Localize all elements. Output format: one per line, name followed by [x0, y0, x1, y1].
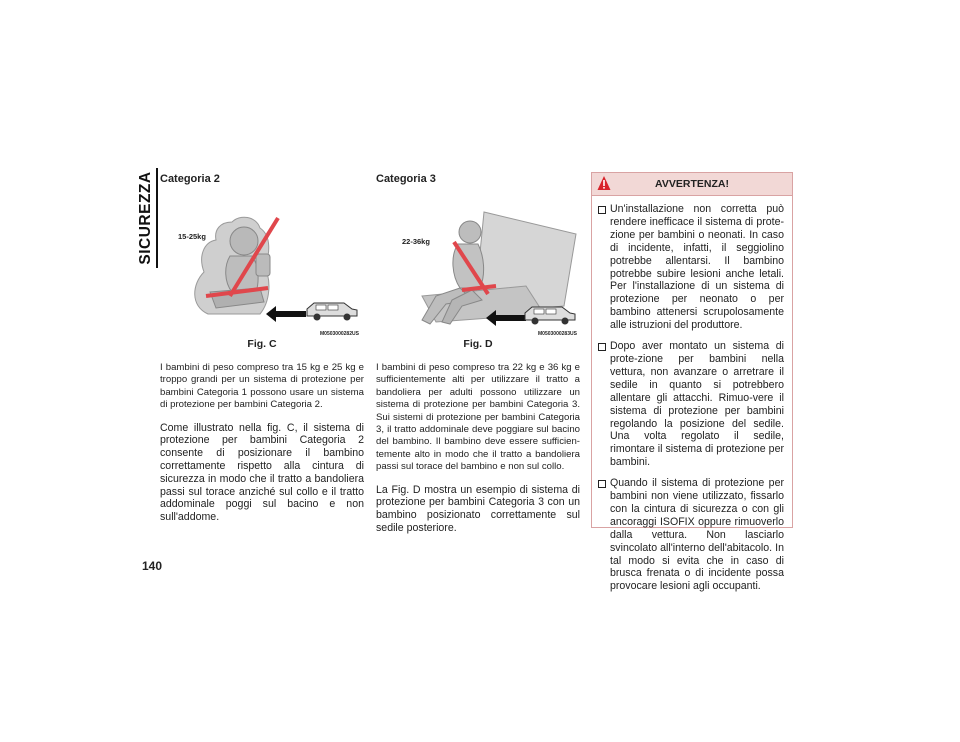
- warning-item: [598, 477, 784, 593]
- image-code: M0503000282US: [320, 331, 359, 337]
- weight-label: 22-36kg: [402, 237, 430, 246]
- warning-title: AVVERTENZA!: [655, 178, 729, 190]
- arrow-left-icon: [486, 310, 526, 326]
- paragraph: La Fig. D mostra un esempio di sistema di protezione per bambini Categoria 3 con un bambino posizionato correttamente sul sedile posteriore.: [376, 483, 580, 535]
- warning-item: [598, 340, 784, 469]
- column-categoria-3: [376, 173, 580, 535]
- figure-d: [376, 196, 580, 336]
- square-bullet-icon: [598, 206, 606, 214]
- warning-triangle-icon: [597, 175, 611, 191]
- warning-item-text: Quando il sistema di protezione per bambini non viene utilizzato, fissarlo con la cintura di sicurezza o con gli ancoraggi ISOFIX oppure rimuoverlo dalla vettura. Non lasciarlo svincolato all'interno dell'abitacolo. In tal modo si evita che in caso di brusca frenata o di incidente possa provocare lesioni agli occupanti.: [610, 477, 784, 593]
- figure-caption: Fig. D: [463, 338, 493, 350]
- section-heading: Categoria 3: [376, 173, 436, 185]
- warning-box: [591, 172, 793, 593]
- weight-label: 15-25kg: [178, 232, 206, 241]
- car-icon: [522, 304, 578, 326]
- warning-header: [592, 173, 792, 196]
- car-icon: [304, 300, 360, 322]
- warning-item: [598, 203, 784, 332]
- page-number: 140: [142, 559, 163, 573]
- column-categoria-2: [160, 173, 364, 524]
- paragraph: I bambini di peso compreso tra 22 kg e 36 kg e sufficientemente alti per utilizzare il tratto a bandoliera per adulti possono utilizzare un sistema di protezione per bambini Categoria 3. Sui sistemi di protezione per bambini Categoria 3, il tratto addominale deve poggiare sul bacino del bambino. Il bambino deve essere sufficien-temente alto in modo che il tratto a bandoliera passi sul torace del bambino e non sul collo.: [376, 362, 580, 473]
- paragraph: Come illustrato nella fig. C, il sistema di protezione per bambini Categoria 2 consente di posizionare il bambino correttamente rispetto alla cintura di sicurezza in modo che il tratto a bandoliera passi sul torace anziché sul collo e il tratto addominale poggi sul bacino e non sull'addome.: [160, 421, 364, 524]
- image-code: M0503000283US: [538, 331, 577, 337]
- arrow-left-icon: [266, 306, 306, 322]
- paragraph: I bambini di peso compreso tra 15 kg e 25 kg e troppo grandi per un sistema di protezione per bambini Categoria 1 possono usare un sistema di protezione per bambini Categoria 2.: [160, 362, 364, 411]
- square-bullet-icon: [598, 480, 606, 488]
- section-heading: Categoria 2: [160, 173, 220, 185]
- warning-list: [592, 196, 792, 593]
- section-tab-label: SICUREZZA: [134, 168, 158, 268]
- figure-c: [160, 196, 364, 336]
- warning-item-text: Un'installazione non corretta può rendere inefficace il sistema di prote-zione per bambini o neonati. In caso di incidente, infatti, il seggiolino potrebbe allentarsi. Il bambino potrebbe subire lesioni anche letali. Per l'installazione di un sistema di protezione per neonato o per bambino attenersi scrupolosamente alle istruzioni del produttore.: [610, 203, 784, 332]
- warning-item-text: Dopo aver montato un sistema di prote-zione per bambini nella vettura, non avanzare o arretrare il sedile in quanto si potrebbero allentare gli attacchi. Rimuo-vere il sistema di protezione per bambini regolando la posizione del sedile. Una volta regolato il sedile, rimontare il sistema di protezione per bambini.: [610, 340, 784, 469]
- figure-caption: Fig. C: [247, 338, 277, 350]
- square-bullet-icon: [598, 343, 606, 351]
- section-tab: [134, 168, 158, 268]
